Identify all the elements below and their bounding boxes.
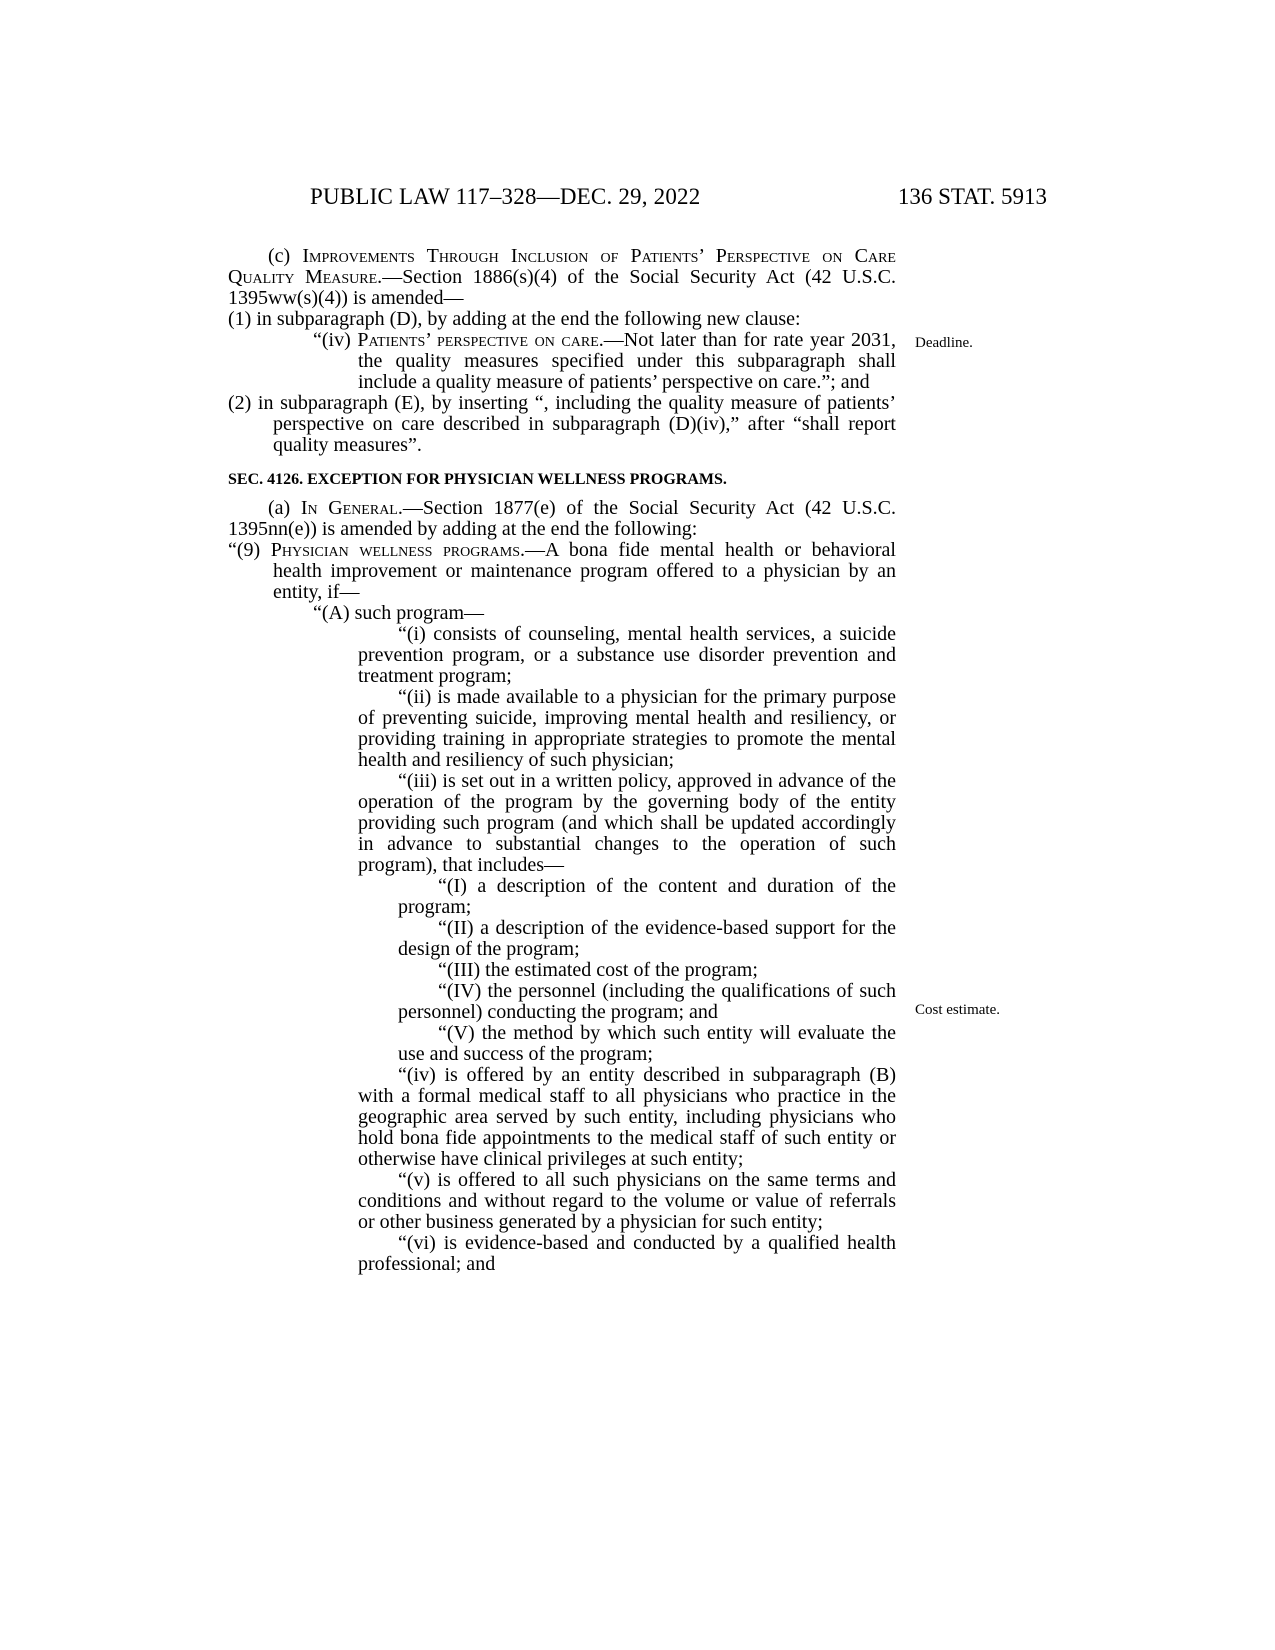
- subparagraph-A: “(A) such program—: [313, 602, 485, 624]
- clause-ii: “(ii) is made available to a physician for the primary purpose of preventing suicide, improving mental health and resiliency, or providing training in appropriate strategies to promote the mental health and resiliency of such physician;: [358, 686, 896, 771]
- subclause-V: “(V) the method by which such entity will evaluate the use and success of the program;: [398, 1022, 896, 1065]
- clause-v: “(v) is offered to all such physicians on the same terms and conditions and without regard to the volume or value of referrals or other business generated by a physician for such entity;: [358, 1169, 896, 1233]
- subclause-III: “(III) the estimated cost of the program;: [438, 959, 758, 981]
- margin-note-deadline: Deadline.: [915, 335, 973, 351]
- subsection-a-text: —Section 1877(e) of the Social Security Act (42 U.S.C. 1395nn(e)) is amended by adding at the end the following:: [228, 497, 896, 540]
- clause-iv: “(iv) is offered by an entity described in subparagraph (B) with a formal medical staff to all physicians who practice in the geographic area served by such entity, including physicians who hold bona fide appointments to the medical staff of such entity or otherwise have clinical privileges at such entity;: [358, 1064, 896, 1170]
- subsection-c-heading: Improvements Through Inclusion of Patients’ Perspective on Care Quality Measure.: [228, 245, 896, 288]
- running-head: PUBLIC LAW 117–328—DEC. 29, 2022: [310, 184, 701, 209]
- subclause-II: “(II) a description of the evidence-based support for the design of the program;: [398, 917, 896, 960]
- clause-iv-text: —Not later than for rate year 2031, the quality measures specified under this subparagraph shall include a quality measure of patients’ perspective on care.”; and: [358, 329, 896, 393]
- subsection-c: [228, 246, 896, 309]
- clause-iv-heading: Patients’ perspective on care.: [357, 329, 604, 351]
- paragraph-9-text: —A bona fide mental health or behavioral health improvement or maintenance program offered to a physician by an entity, if—: [273, 539, 896, 603]
- section-heading-4126: SEC. 4126. EXCEPTION FOR PHYSICIAN WELLNESS PROGRAMS.: [228, 471, 727, 488]
- document-body: [228, 246, 896, 1275]
- page-header: [0, 184, 1275, 214]
- clause-c1-iv: [228, 330, 896, 393]
- clause-iv-open: “(iv): [313, 329, 358, 351]
- paragraph-9-heading: Physician wellness programs.: [270, 539, 525, 561]
- subsection-c-text: —Section 1886(s)(4) of the Social Security Act (42 U.S.C. 1395ww(s)(4)) is amended—: [228, 266, 896, 309]
- paragraph-9: [228, 540, 896, 603]
- subsection-c-label: (c): [268, 245, 303, 267]
- margin-note-cost-estimate: Cost estimate.: [915, 1002, 1000, 1018]
- subclause-I: “(I) a description of the content and duration of the program;: [398, 875, 896, 918]
- subsection-a-label: (a): [268, 497, 301, 519]
- subsection-a-heading: In General.: [300, 497, 403, 519]
- paragraph-c2: (2) in subparagraph (E), by inserting “, including the quality measure of patients’ perspective on care described in subparagraph (D)(iv),” after “shall report quality measures”.: [228, 392, 896, 456]
- subclause-IV: “(IV) the personnel (including the qualifications of such personnel) conducting the program; and: [398, 980, 896, 1023]
- clause-iii: “(iii) is set out in a written policy, approved in advance of the operation of the program by the governing body of the entity providing such program (and which shall be updated accordingly in advance to substantial changes to the operation of such program), that includes—: [358, 770, 896, 876]
- paragraph-c1: (1) in subparagraph (D), by adding at the end the following new clause:: [228, 308, 801, 330]
- paragraph-9-open: “(9): [228, 539, 271, 561]
- stat-page-citation: 136 STAT. 5913: [897, 184, 1047, 209]
- subsection-a: [228, 498, 896, 540]
- clause-i: “(i) consists of counseling, mental health services, a suicide prevention program, or a substance use disorder prevention and treatment program;: [358, 623, 896, 687]
- clause-vi: “(vi) is evidence-based and conducted by a qualified health professional; and: [358, 1232, 896, 1275]
